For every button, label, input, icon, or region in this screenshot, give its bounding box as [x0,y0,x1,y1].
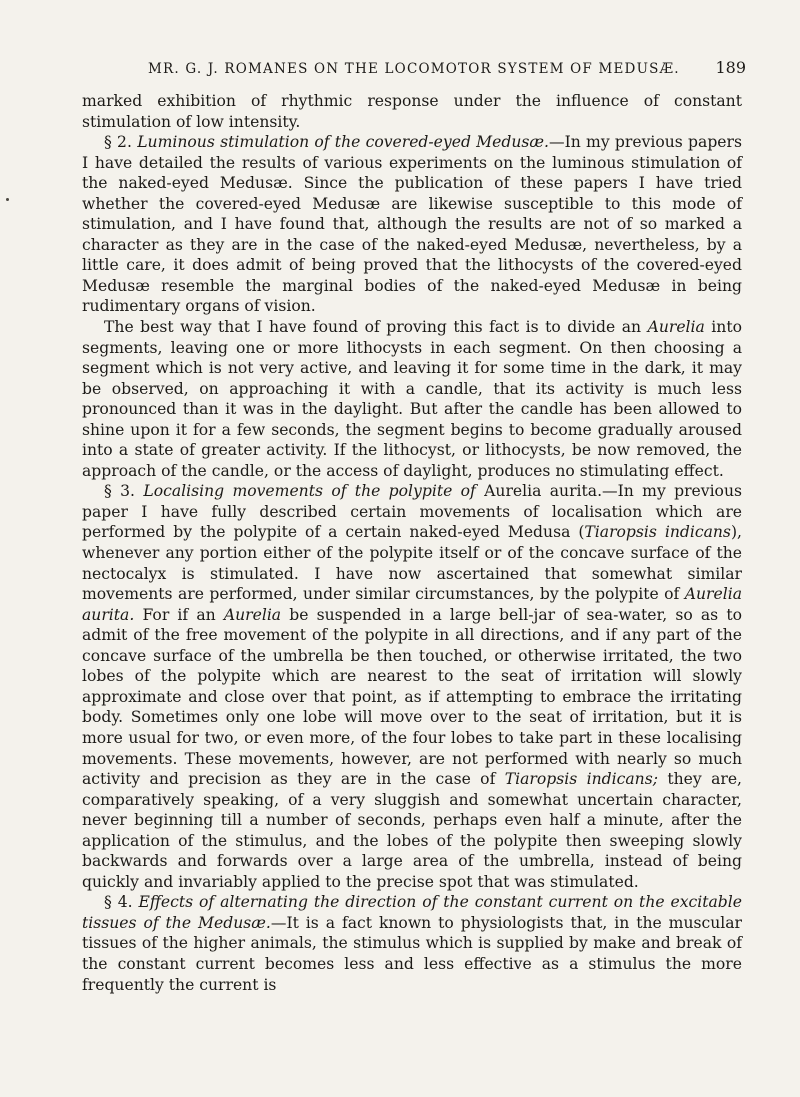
paragraph [82,317,742,481]
text-run: marked exhibition of rhythmic response under the influence of constant stimulation of low intensity. [82,92,742,131]
text-run: into segments, leaving one or more lithocysts in each segment. On then choosing a segment which is not very active, and leaving it for some time in the dark, it may be observed, on approaching it with a candle, that its activity is much less pronounced than it was in the daylight. But after the candle has been allowed to shine upon it for a few seconds, the segment begins to become gradually aroused into a state of greater activity. If the lithocyst, or lithocysts, be now removed, the approach of the candle, or the access of daylight, produces no stimulating effect. [82,318,742,480]
running-title: MR. G. J. ROMANES ON THE LOCOMOTOR SYSTEM OF MEDUSÆ. [148,61,680,77]
text-run: § 3. [104,482,144,501]
text-run: § 4. [104,893,139,912]
italic-text: Tiaropsis indicans; [504,770,658,789]
italic-text: Localising movements of the polypite of [143,482,485,501]
italic-text: Effects of alternating the direction of the constant current on the excitable tissues of the Medusæ. [82,893,742,932]
paragraph [82,481,742,892]
page-number: 189 [715,58,746,77]
italic-text: Luminous stimulation of the covered-eyed Medusæ. [137,133,550,152]
text-run: For if an [134,605,224,624]
italic-text: Tiaropsis indicans [584,523,731,542]
italic-text: Aurelia aurita. [82,585,742,624]
paragraph [82,132,742,317]
text-run: —It is a fact known to physiologists that, in the muscular tissues of the higher animals, the stimulus which is supplied by make and break of the constant current becomes less and less effective as a stimulus the more frequently the current is [82,913,743,994]
text-run: The best way that I have found of proving this fact is to divide an [104,318,648,337]
margin-speck [6,198,9,201]
paragraph [82,91,742,132]
text-run: ), whenever any portion either of the polypite itself or of the concave surface of the nectocalyx is stimulated. I have now ascertained that somewhat similar movements are performed, under similar circumstances, by the polypite of [82,523,742,604]
text-run: be suspended in a large bell-jar of sea-water, so as to admit of the free movement of the polypite in all directions, and if any part of the concave surface of the umbrella be then touched, or otherwise irritated, the two lobes of the polypite which are nearest to the seat of irritation will slowly approximate and close over that point, as if attempting to embrace the irritating body. Sometimes only one lobe will move over to the seat of irritation, but it is more usual for two, or even more, of the four lobes to take part in these localising movements. These movements, however, are not performed with nearly so much activity and precision as they are in the case of [82,605,742,789]
text-run: they are, comparatively speaking, of a very sluggish and somewhat uncertain character, never beginning till a number of seconds, perhaps even half a minute, after the application of the stimulus, and the lobes of the polypite then sweeping slowly backwards and forwards over a large area of the umbrella, instead of being quickly and invariably applied to the precise spot that was stimulated. [82,770,743,891]
paragraph [82,892,742,995]
italic-text: Aurelia [647,318,705,337]
text-run: Aurelia aurita.—In my previous paper I have fully described certain movements of localisation which are performed by the polypite of a certain naked-eyed Medusa ( [82,482,742,542]
running-head [148,58,746,77]
text-run: § 2. [104,133,138,152]
text-run: —In my previous papers I have detailed the results of various experiments on the luminous stimulation of the naked-eyed Medusæ. Since the publication of these papers I have tried whether the covered-eyed Medusæ are likewise susceptible to this mode of stimulation, and I have found that, although the results are not of so marked a character as they are in the case of the naked-eyed Medusæ, nevertheless, by a little care, it does admit of being proved that the lithocysts of the covered-eyed Medusæ resemble the marginal bodies of the naked-eyed Medusæ in being rudimentary organs of vision. [82,133,742,316]
page [82,58,746,995]
italic-text: Aurelia [223,605,282,624]
body-text [82,91,742,995]
